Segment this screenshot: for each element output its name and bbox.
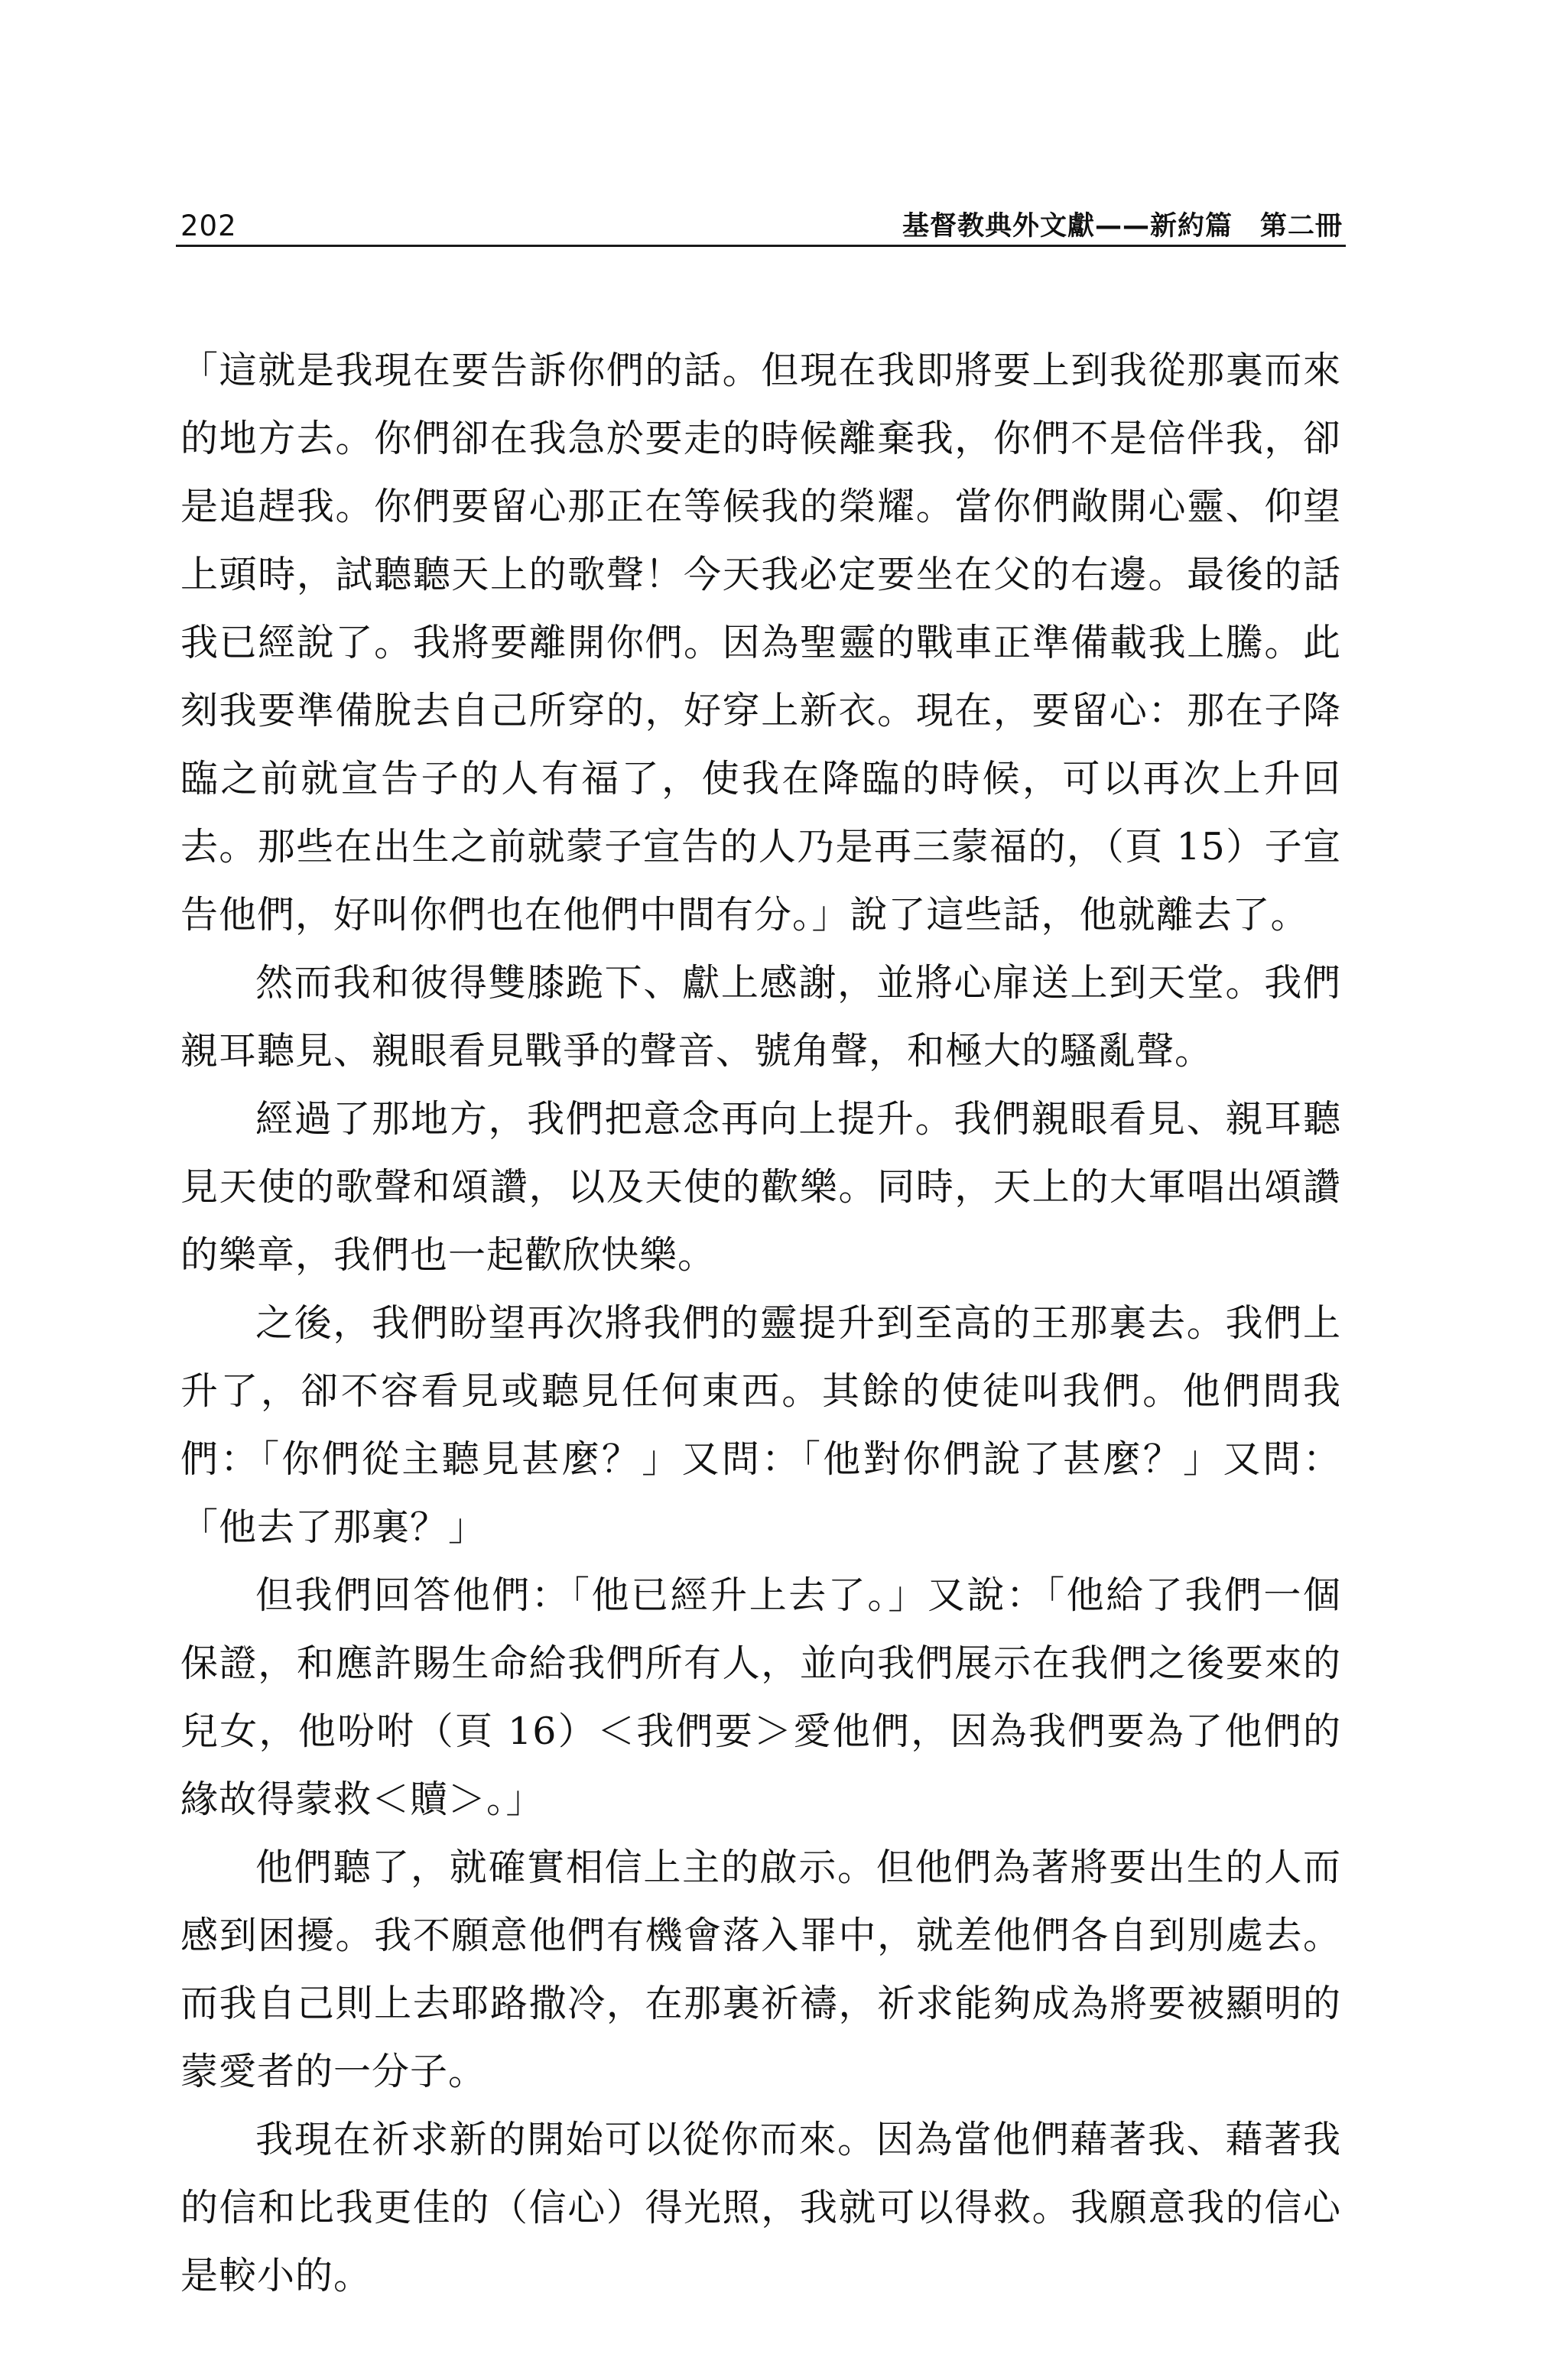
paragraph-4: 之後，我們盼望再次將我們的靈提升到至高的王那裏去。我們上升了，卻不容看見或聽見任何東西。其餘的使徒叫我們。他們問我們：「你們從主聽見甚麼？」又問：「他對你們說了甚麼？」又問：「他去了那裏？」 — [180, 1301, 1341, 1549]
body-text — [180, 336, 1341, 2310]
paragraph-6: 他們聽了，就確實相信上主的啟示。但他們為著將要出生的人而感到困擾。我不願意他們有機會落入罪中，就差他們各自到別處去。而我自己則上去耶路撒冷，在那裏祈禱，祈求能夠成為將要被顯明的蒙愛者的一分子。 — [180, 1846, 1341, 2093]
book-title: 基督教典外文獻——新約篇 第二冊 — [902, 211, 1343, 242]
header-rule — [176, 245, 1346, 247]
running-header — [180, 200, 1343, 240]
paragraph-5: 但我們回答他們：「他已經升上去了。」又說：「他給了我們一個保證，和應許賜生命給我們所有人，並向我們展示在我們之後要來的兒女，他吩咐（頁 16）＜我們要＞愛他們，因為我們要為了他們的緣故得蒙救＜贖＞。」 — [180, 1573, 1341, 1821]
paragraph-7: 我現在祈求新的開始可以從你而來。因為當他們藉著我、藉著我的信和比我更佳的（信心）得光照，我就可以得救。我願意我的信心是較小的。 — [180, 2118, 1341, 2297]
paragraph-1: 「這就是我現在要告訴你們的話。但現在我即將要上到我從那裏而來的地方去。你們卻在我急於要走的時候離棄我，你們不是倍伴我，卻是追趕我。你們要留心那正在等候我的榮耀。當你們敞開心靈、仰望上頭時，試聽聽天上的歌聲！今天我必定要坐在父的右邊。最後的話我已經說了。我將要離開你們。因為聖靈的戰車正準備載我上騰。此刻我要準備脫去自己所穿的，好穿上新衣。現在，要留心：那在子降臨之前就宣告子的人有福了，使我在降臨的時候，可以再次上升回去。那些在出生之前就蒙子宣告的人乃是再三蒙福的，（頁 15）子宣告他們，好叫你們也在他們中間有分。」說了這些話，他就離去了。 — [180, 349, 1341, 937]
page-number: 202 — [180, 209, 237, 242]
paragraph-3: 經過了那地方，我們把意念再向上提升。我們親眼看見、親耳聽見天使的歌聲和頌讚，以及天使的歡樂。同時，天上的大軍唱出頌讚的樂章，我們也一起歡欣快樂。 — [180, 1097, 1341, 1277]
paragraph-2: 然而我和彼得雙膝跪下、獻上感謝，並將心扉送上到天堂。我們親耳聽見、親眼看見戰爭的聲音、號角聲，和極大的騷亂聲。 — [180, 961, 1341, 1073]
